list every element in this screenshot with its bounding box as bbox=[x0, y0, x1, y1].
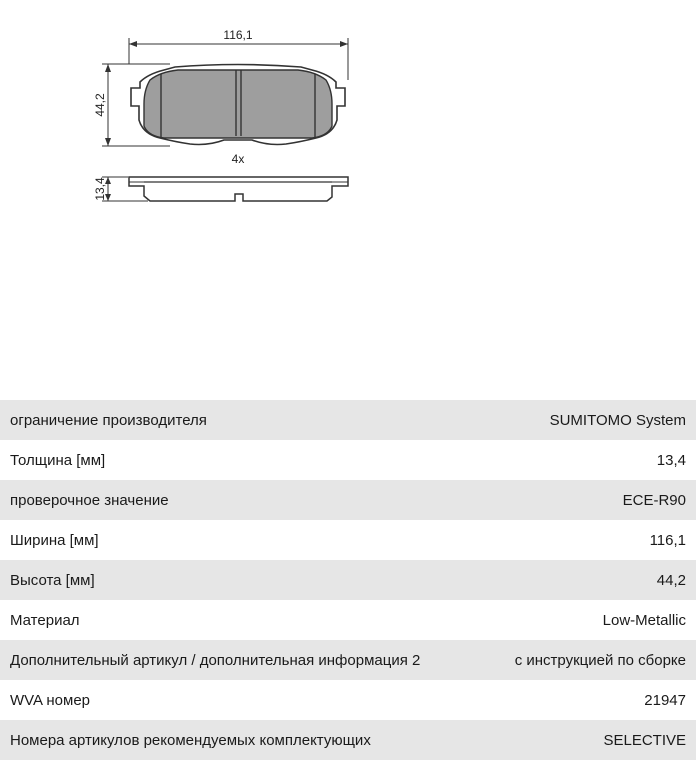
spec-label: Ширина [мм] bbox=[10, 531, 99, 549]
spec-row-material bbox=[0, 600, 696, 640]
spec-value: 116,1 bbox=[649, 531, 686, 549]
specifications-table bbox=[0, 400, 696, 760]
spec-label: Дополнительный артикул / дополнительная информация 2 bbox=[10, 651, 421, 669]
spec-row-additional-info bbox=[0, 640, 696, 680]
spec-row-recommended-accessories bbox=[0, 720, 696, 760]
spec-value: SELECTIVE bbox=[603, 731, 686, 749]
spec-label: ограничение производителя bbox=[10, 411, 207, 429]
spec-row-test-value bbox=[0, 480, 696, 520]
spec-row-height bbox=[0, 560, 696, 600]
quantity-label: 4x bbox=[231, 152, 245, 166]
spec-label: Толщина [мм] bbox=[10, 451, 106, 469]
width-dimension-label: 116,1 bbox=[223, 28, 253, 42]
spec-value: ECE-R90 bbox=[622, 491, 686, 509]
spec-value: 44,2 bbox=[656, 571, 686, 589]
thickness-dimension-label: 13,4 bbox=[93, 177, 107, 201]
spec-value: 13,4 bbox=[656, 451, 686, 469]
spec-row-wva-number bbox=[0, 680, 696, 720]
spec-value: Low-Metallic bbox=[602, 611, 686, 629]
spec-row-manufacturer-restriction bbox=[0, 400, 696, 440]
spec-label: Номера артикулов рекомендуемых комплектующих bbox=[10, 731, 371, 749]
spec-label: WVA номер bbox=[10, 691, 91, 709]
height-dimension-label: 44,2 bbox=[93, 93, 107, 117]
spec-row-width bbox=[0, 520, 696, 560]
spec-label: Высота [мм] bbox=[10, 571, 95, 589]
spec-label: Материал bbox=[10, 611, 80, 629]
side-view bbox=[129, 177, 348, 201]
spec-row-thickness bbox=[0, 440, 696, 480]
spec-label: проверочное значение bbox=[10, 491, 169, 509]
spec-value: SUMITOMO System bbox=[549, 411, 686, 429]
spec-value: 21947 bbox=[644, 691, 686, 709]
spec-value: с инструкцией по сборке bbox=[514, 651, 686, 669]
friction-material bbox=[144, 70, 332, 138]
